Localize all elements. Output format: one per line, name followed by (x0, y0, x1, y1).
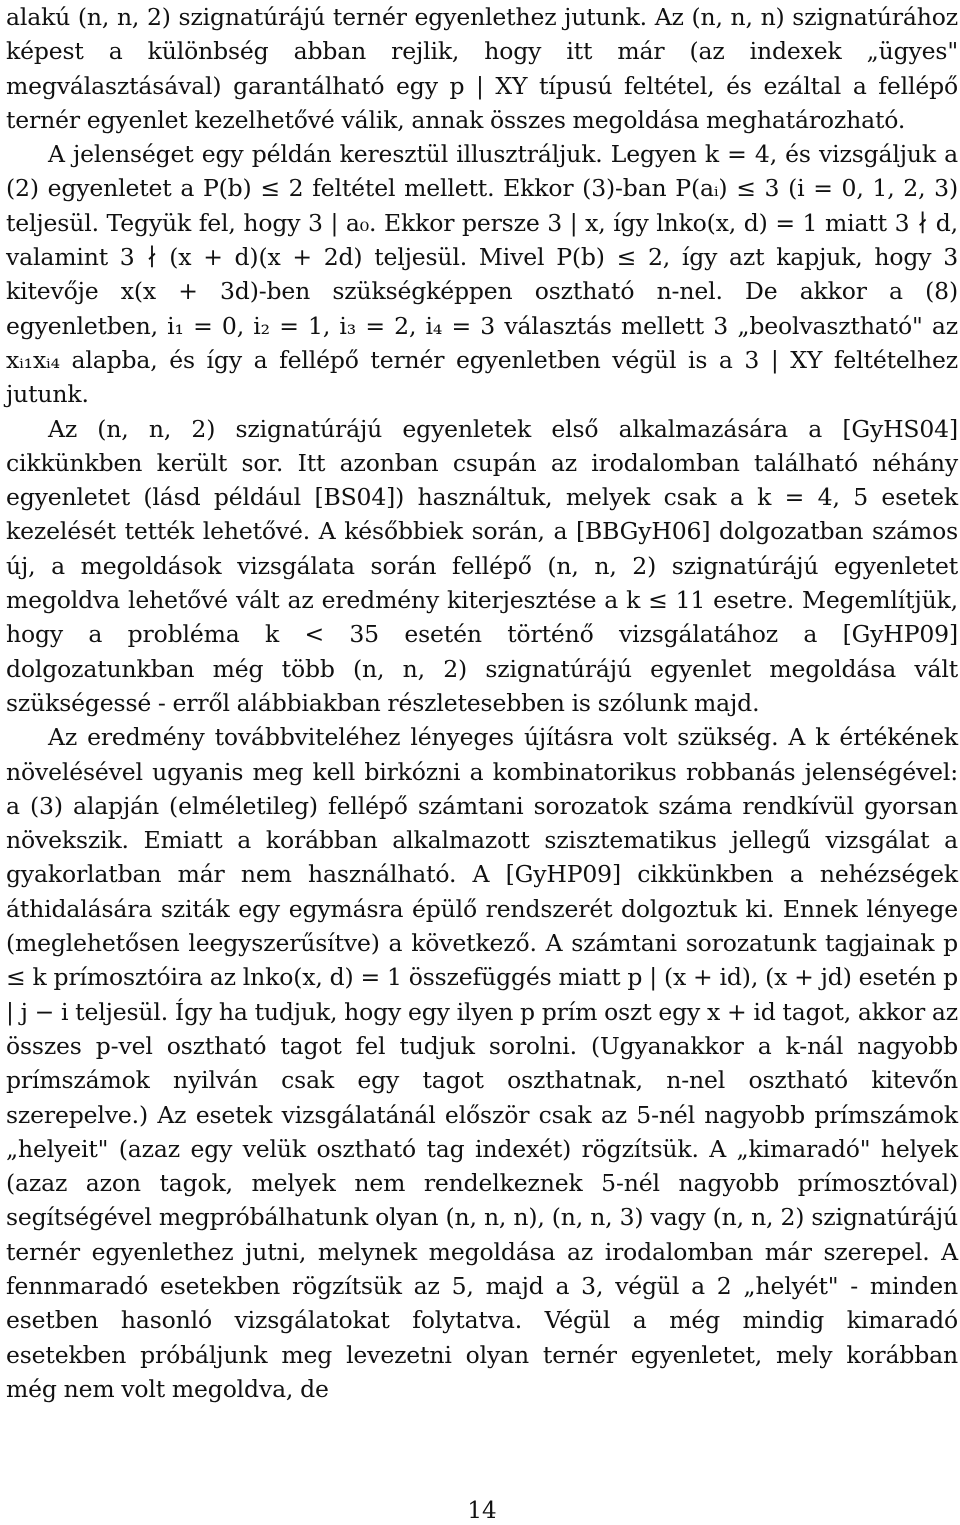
paragraph-3: Az (n, n, 2) szignatúrájú egyenletek első alkalmazására a [GyHS04] cikkünkben került sor. Itt azonban csupán az irodalomban található néhány egyenletet (lásd például [BS04]) használtuk, melyek csak a k = 4, 5 esetek kezelését tették lehetővé. A későbbiek során, a [BBGyH06] dolgozatban számos új, a megoldások vizsgálata során fellépő (n, n, 2) szignatúrájú egyenletet megoldva lehetővé vált az eredmény kiterjesztése a k ≤ 11 esetre. Megemlítjük, hogy a probléma k < 35 esetén történő vizsgálatához a [GyHP09] dolgozatunkban még több (n, n, 2) szignatúrájú egyenlet megoldása vált szükségessé - erről alábbiakban részletesebben is szólunk majd. (6, 414, 958, 717)
paragraph-1: alakú (n, n, 2) szignatúrájú ternér egyenlethez jutunk. Az (n, n, n) szignatúrához képest a különbség abban rejlik, hogy itt már (az indexek „ügyes" megválasztásával) garantálható egy p | XY típusú feltétel, és ezáltal a fellépő ternér egyenlet kezelhetővé válik, annak összes megoldása meghatározható. (6, 3, 958, 134)
page-number: 14 (467, 1498, 497, 1524)
paragraph-4: Az eredmény továbbviteléhez lényeges újításra volt szükség. A k értékének növelésével ugyanis meg kell birkózni a kombinatorikus robbanás jelenségével: a (3) alapján (elméletileg) fellépő számtani sorozatok száma rendkívül gyorsan növekszik. Emiatt a korábban alkalmazott szisztematikus jellegű vizsgálat a gyakorlatban már nem használható. A [GyHP09] cikkünkben a nehézségek áthidalására sziták egy egymásra épülő rendszerét dolgoztuk ki. Ennek lényege (meglehetősen leegyszerűsítve) a következő. A számtani sorozatunk tagjainak p ≤ k prímosztóira az lnko(x, d) = 1 összefüggés miatt p | (x + id), (x + jd) esetén p | j − i teljesül. Így ha tudjuk, hogy egy ilyen p prím oszt egy x + id tagot, akkor az összes p-vel osztható tagot fel tudjuk sorolni. (Ugyanakkor a k-nál nagyobb prímszámok nyilván csak egy tagot oszthatnak, n-nel osztható kitevőn szerepelve.) Az esetek vizsgálatánál először csak az 5-nél nagyobb prímszámok „helyeit" (azaz egy velük osztható tag indexét) rögzítsük. A „kimaradó" helyek (azaz azon tagok, melyek nem rendelkeznek 5-nél nagyobb prímosztóval) segítségével megpróbálhatunk olyan (n, n, n), (n, n, 3) vagy (n, n, 2) szignatúrájú ternér egyenlethez jutni, melynek megoldása az irodalomban már szerepel. A fennmaradó esetekben rögzítsük az 5, majd a 3, végül a 2 „helyét" - minden esetben hasonló vizsgálatokat folytatva. Végül a még mindig kimaradó esetekben próbáljunk meg levezetni olyan ternér egyenletet, mely korábban még nem volt megoldva, de (6, 723, 958, 1403)
document-page (6, 0, 958, 1523)
paragraph-2: A jelenséget egy példán keresztül illusztráljuk. Legyen k = 4, és vizsgáljuk a (2) egyenletet a P(b) ≤ 2 feltétel mellett. Ekkor (3)-ban P(aᵢ) ≤ 3 (i = 0, 1, 2, 3) teljesül. Tegyük fel, hogy 3 | a₀. Ekkor persze 3 | x, így lnko(x, d) = 1 miatt 3 ∤ d, valamint 3 ∤ (x + d)(x + 2d) teljesül. Mivel P(b) ≤ 2, így azt kapjuk, hogy 3 kitevője x(x + 3d)-ben szükségképpen osztható n-nel. De akkor a (8) egyenletben, i₁ = 0, i₂ = 1, i₃ = 2, i₄ = 3 választás mellett 3 „beolvasztható" az xᵢ₁xᵢ₄ alapba, és így a fellépő ternér egyenletben végül is a 3 | XY feltételhez jutunk. (6, 140, 958, 409)
